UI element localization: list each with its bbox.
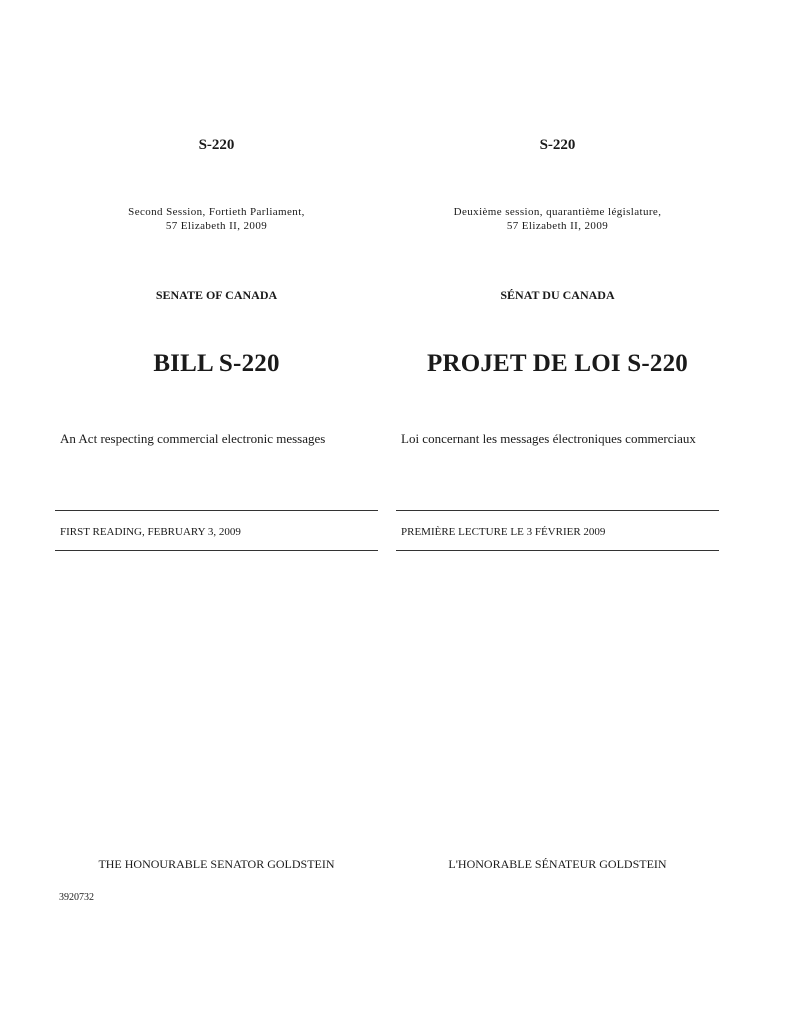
long-title: An Act respecting commercial electronic messages bbox=[60, 431, 326, 446]
divider-bottom bbox=[396, 550, 719, 551]
reading-date: FIRST READING, FEBRUARY 3, 2009 bbox=[60, 526, 241, 538]
sponsor-name: L'HONORABLE SÉNATEUR GOLDSTEIN bbox=[448, 857, 667, 871]
session-line: Deuxième session, quarantième législature, bbox=[453, 206, 662, 218]
print-code: 3920732 bbox=[59, 892, 94, 903]
english-column bbox=[55, 0, 378, 1024]
regnal-year-line: 57 Elizabeth II, 2009 bbox=[506, 220, 609, 232]
divider-top bbox=[396, 510, 719, 511]
reading-date: PREMIÈRE LECTURE LE 3 FÉVRIER 2009 bbox=[401, 526, 606, 538]
sponsor-name: THE HONOURABLE SENATOR GOLDSTEIN bbox=[98, 857, 335, 871]
session-info bbox=[55, 205, 378, 233]
french-column bbox=[396, 0, 719, 1024]
bill-number: S-220 bbox=[539, 137, 576, 153]
bill-number: S-220 bbox=[198, 137, 235, 153]
session-info bbox=[396, 205, 719, 233]
session-line: Second Session, Fortieth Parliament, bbox=[128, 206, 305, 218]
regnal-year-line: 57 Elizabeth II, 2009 bbox=[165, 220, 268, 232]
divider-bottom bbox=[55, 550, 378, 551]
chamber-name: SÉNAT DU CANADA bbox=[500, 288, 615, 302]
chamber-name: SENATE OF CANADA bbox=[155, 288, 278, 302]
divider-top bbox=[55, 510, 378, 511]
long-title: Loi concernant les messages électroniques commerciaux bbox=[401, 431, 696, 446]
bill-title: PROJET DE LOI S-220 bbox=[426, 350, 689, 377]
bill-title: BILL S-220 bbox=[153, 350, 280, 377]
